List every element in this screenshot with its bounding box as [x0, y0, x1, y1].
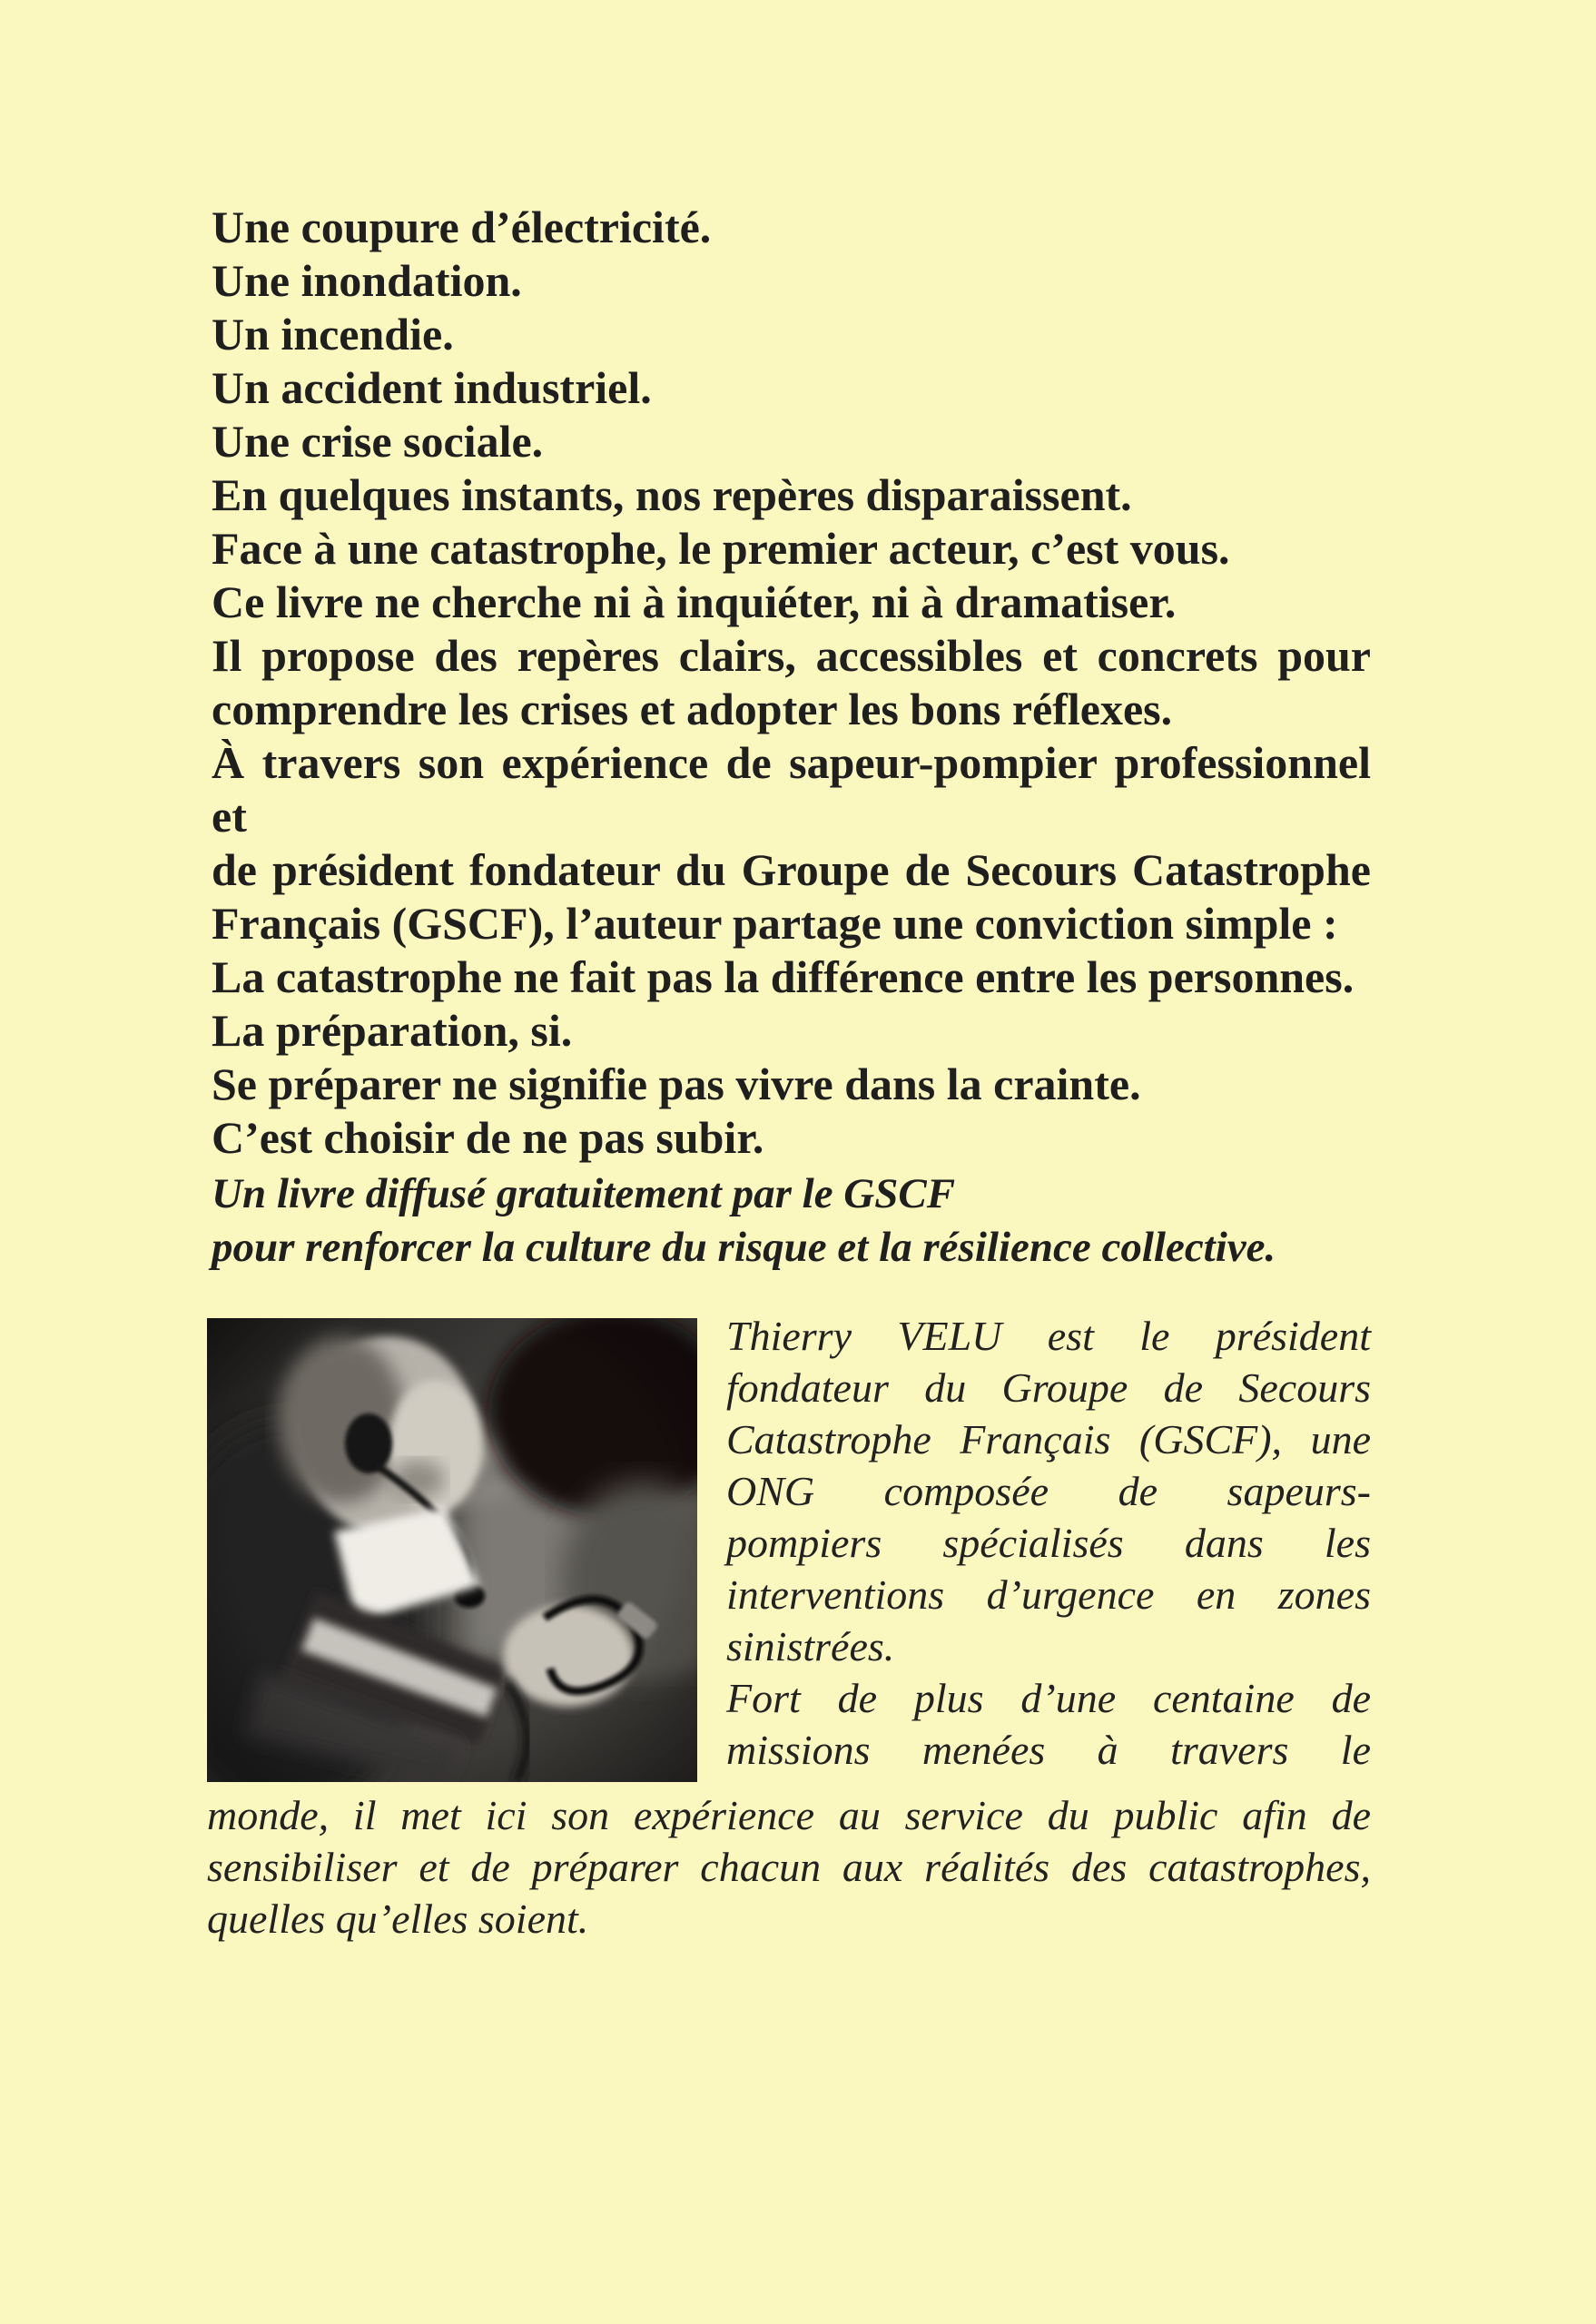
intro-line-12: de président fondateur du Groupe de Secours Catastrophe — [212, 844, 1371, 895]
intro-line-14: La catastrophe ne fait pas la différence entre les personnes. — [212, 951, 1355, 1002]
intro-line-4: Un accident industriel. — [212, 362, 652, 413]
intro-line-6: En quelques instants, nos repères disparaissent. — [212, 469, 1132, 520]
intro-line-10: comprendre les crises et adopter les bons réflexes. — [212, 684, 1173, 734]
intro-line-7: Face à une catastrophe, le premier acteur, c’est vous. — [212, 523, 1230, 574]
intro-line-3: Un incendie. — [212, 309, 454, 359]
author-full-line-1: monde, il met ici son expérience au service du public afin de — [207, 1792, 1371, 1838]
intro-line-11: À travers son expérience de sapeur-pompier professionnel et — [212, 737, 1371, 842]
intro-line-13: Français (GSCF), l’auteur partage une conviction simple : — [212, 898, 1338, 949]
intro-line-2: Une inondation. — [212, 255, 522, 306]
author-section — [207, 1310, 1371, 1945]
author-column-line-8: Fort de plus d’une centaine de — [726, 1675, 1371, 1721]
intro-text-block — [212, 201, 1371, 1165]
author-column-line-1: Thierry VELU est le président — [726, 1313, 1371, 1359]
author-column-line-6: interventions d’urgence en zones — [726, 1571, 1371, 1618]
author-full-line-3: quelles qu’elles soient. — [207, 1896, 589, 1942]
tagline-text-block — [212, 1167, 1371, 1275]
intro-line-9: Il propose des repères clairs, accessibles et concrets pour — [212, 630, 1371, 681]
author-column-line-9: missions menées à travers le — [726, 1727, 1371, 1773]
intro-line-15: La préparation, si. — [212, 1005, 573, 1056]
author-full-line-2: sensibiliser et de préparer chacun aux réalités des catastrophes, — [207, 1844, 1371, 1890]
tagline-line-1: Un livre diffusé gratuitement par le GSCF — [212, 1170, 956, 1217]
intro-line-17: C’est choisir de ne pas subir. — [212, 1112, 764, 1163]
author-photo-graphic — [207, 1318, 697, 1782]
intro-line-1: Une coupure d’électricité. — [212, 202, 712, 252]
author-photo — [207, 1318, 697, 1782]
intro-line-5: Une crise sociale. — [212, 416, 544, 467]
author-column-line-3: Catastrophe Français (GSCF), une — [726, 1416, 1371, 1462]
author-column-line-7: sinistrées. — [726, 1623, 895, 1669]
author-full-width-lines — [207, 1789, 1371, 1945]
author-column-line-4: ONG composée de sapeurs- — [726, 1468, 1371, 1514]
author-column-line-5: pompiers spécialisés dans les — [726, 1520, 1371, 1566]
tagline-line-2: pour renforcer la culture du risque et la résilience collective. — [212, 1224, 1276, 1271]
author-column-line-2: fondateur du Groupe de Secours — [726, 1364, 1371, 1411]
intro-line-8: Ce livre ne cherche ni à inquiéter, ni à dramatiser. — [212, 576, 1177, 627]
intro-line-16: Se préparer ne signifie pas vivre dans la crainte. — [212, 1059, 1141, 1109]
